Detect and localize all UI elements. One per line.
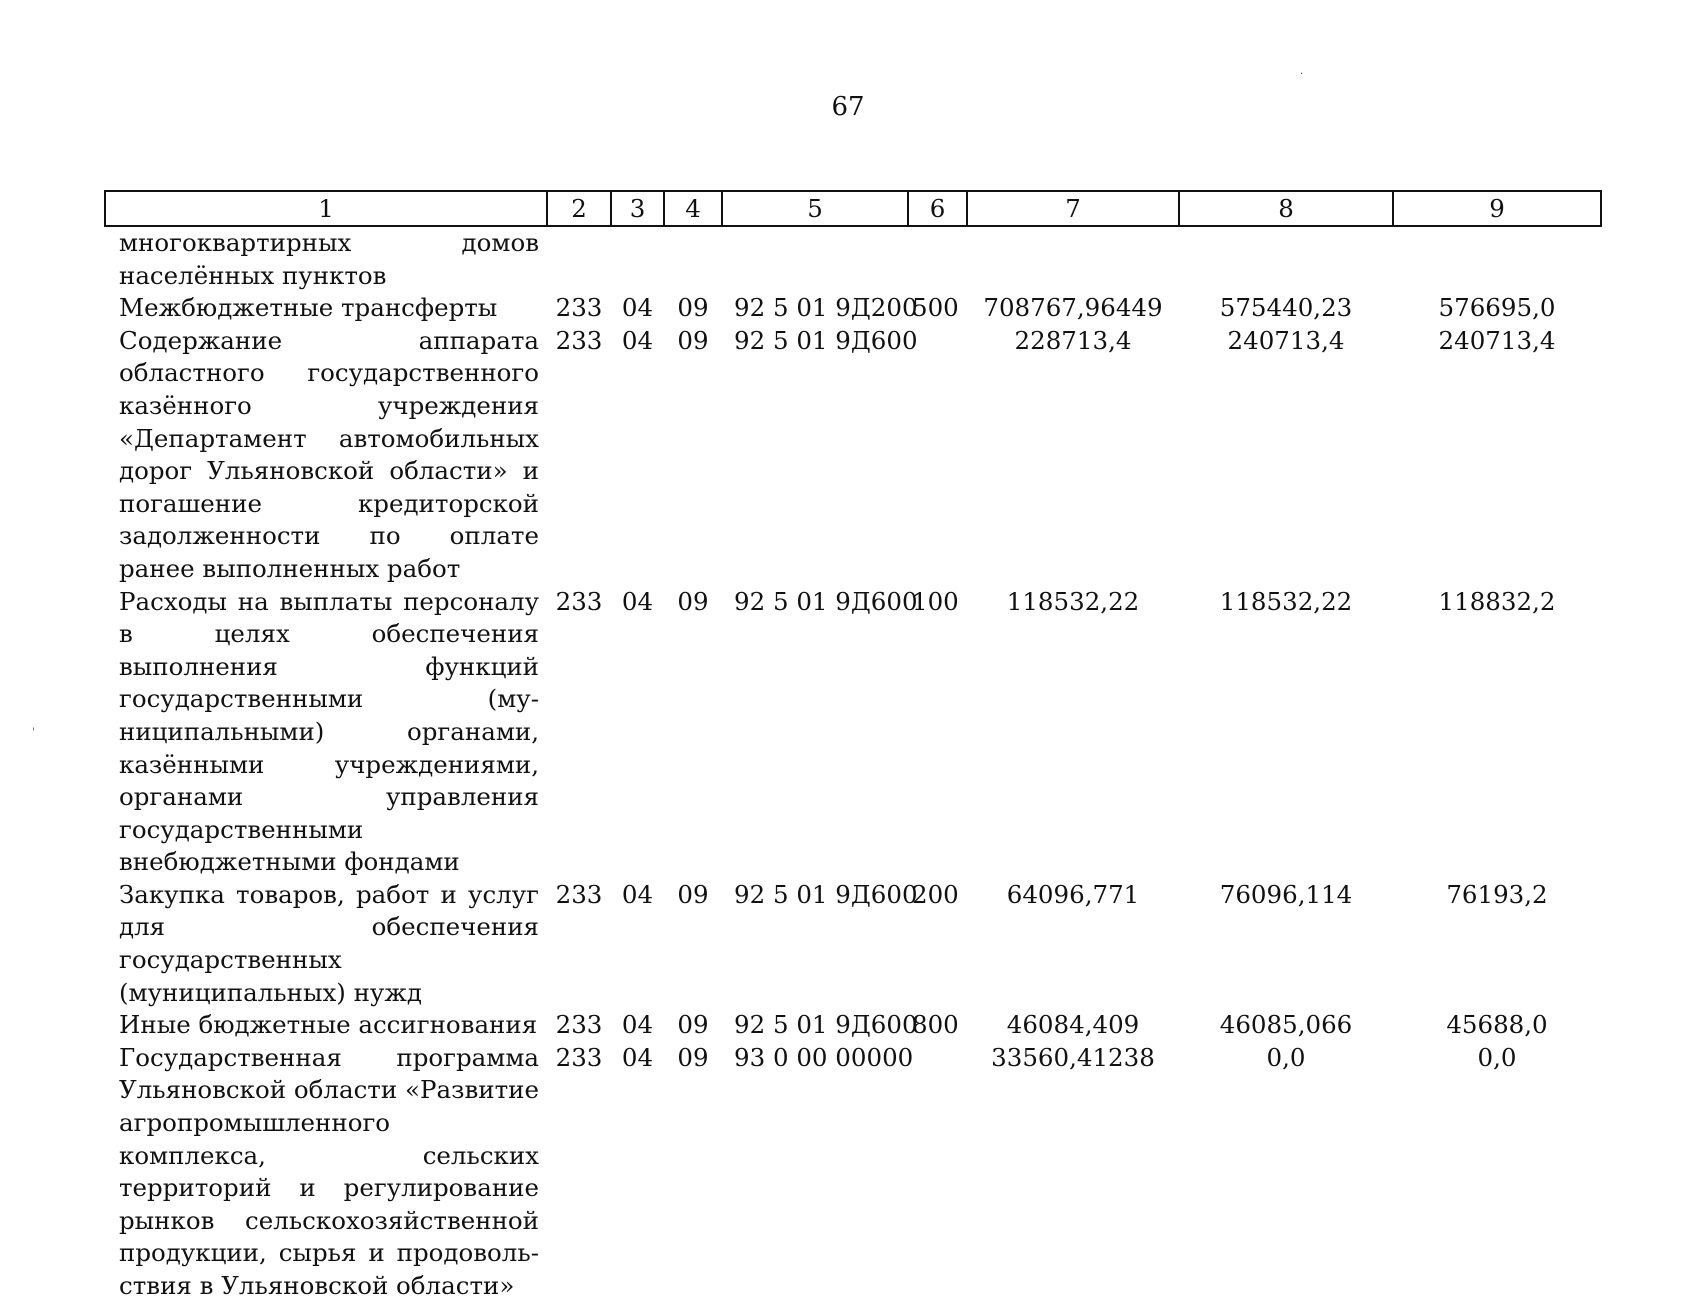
row-sum-2: 76096,114 (1219, 879, 1353, 909)
row-rz: 04 (621, 586, 654, 616)
column-header-2: 2 (547, 191, 611, 226)
row-gr: 233 (555, 293, 603, 323)
row-gr: 233 (555, 1042, 603, 1072)
row-rz (611, 226, 664, 292)
table-header (105, 191, 1601, 226)
row-gr: 233 (555, 325, 603, 355)
table-row (105, 292, 1601, 325)
row-sum-2: 0,0 (1266, 1042, 1306, 1072)
row-sum-2: 575440,23 (1219, 293, 1353, 323)
row-name: Иные бюджетные ассигнования (119, 1010, 538, 1040)
row-sum-3 (1393, 226, 1601, 292)
row-name: Расходы на выплаты персоналу в целях обеспечения выполнения функций государственными (муниципальными) органами, казёнными учреждениями, органами управления государственными внебюджетными фондами (119, 586, 539, 877)
row-sum-1: 46084,409 (1006, 1010, 1140, 1040)
row-sum-1: 64096,771 (1006, 879, 1140, 909)
row-sum-3: 576695,0 (1438, 293, 1556, 323)
row-gr: 233 (555, 586, 603, 616)
column-header-9: 9 (1393, 191, 1601, 226)
row-gr (547, 226, 611, 292)
row-vr (908, 325, 967, 586)
row-sum-1: 118532,22 (1006, 586, 1140, 616)
row-pr: 09 (677, 1042, 709, 1072)
row-rz: 04 (621, 1010, 654, 1040)
row-vr: 800 (912, 1010, 959, 1040)
scan-speck: ' (32, 727, 35, 738)
row-sum-2: 240713,4 (1227, 325, 1345, 355)
row-csr: 92 5 01 9Д600 (734, 1010, 918, 1040)
row-vr (908, 1042, 967, 1303)
column-header-3: 3 (611, 191, 664, 226)
table-row (105, 1009, 1601, 1042)
budget-table (104, 190, 1602, 1303)
row-sum-3: 118832,2 (1438, 586, 1556, 616)
table-row (105, 1042, 1601, 1303)
row-pr (664, 226, 722, 292)
column-header-1: 1 (105, 191, 547, 226)
row-csr: 92 5 01 9Д600 (734, 586, 918, 616)
row-sum-2 (1179, 226, 1393, 292)
row-name: многоквартирных домов населённых пунктов (119, 228, 539, 290)
row-rz: 04 (621, 293, 654, 323)
column-header-5: 5 (722, 191, 908, 226)
table-row (105, 325, 1601, 586)
row-csr (722, 226, 908, 292)
row-gr: 233 (555, 1010, 603, 1040)
row-pr: 09 (677, 586, 709, 616)
row-sum-2: 46085,066 (1219, 1010, 1353, 1040)
row-csr: 92 5 01 9Д600 (734, 879, 918, 909)
row-pr: 09 (677, 293, 709, 323)
header-row (105, 191, 1601, 226)
row-name: Закупка товаров, работ и услуг для обеспечения государственных (муниципальных) нужд (119, 879, 539, 1007)
column-header-6: 6 (908, 191, 967, 226)
row-name: Межбюджетные трансферты (119, 293, 498, 323)
row-sum-1: 228713,4 (1014, 325, 1132, 355)
row-vr (908, 226, 967, 292)
column-header-7: 7 (967, 191, 1179, 226)
row-sum-3: 0,0 (1477, 1042, 1517, 1072)
row-csr: 92 5 01 9Д600 (734, 325, 918, 355)
table-row (105, 879, 1601, 1009)
row-vr: 500 (912, 293, 959, 323)
row-pr: 09 (677, 1010, 709, 1040)
row-sum-1 (967, 226, 1179, 292)
row-csr: 92 5 01 9Д200 (734, 293, 918, 323)
row-vr: 100 (912, 586, 959, 616)
row-sum-3: 76193,2 (1446, 879, 1548, 909)
row-sum-2: 118532,22 (1219, 586, 1353, 616)
row-sum-1: 33560,41238 (991, 1042, 1155, 1072)
table-body (105, 226, 1601, 1303)
row-name: Государственная программа Ульяновской области «Развитие агропромышленного комплекса, сельских территорий и регулирование рынков сельскохозяйственной продукции, сырья и продовольствия в Ульяновской области» (119, 1042, 539, 1300)
table-row (105, 586, 1601, 879)
row-name: Содержание аппарата областного государственного казённого учреждения «Департамент автомобильных дорог Ульяновской области» и погашение кредиторской задолженности по оплате ранее выполненных работ (119, 325, 539, 583)
row-vr: 200 (912, 879, 959, 909)
row-sum-3: 240713,4 (1438, 325, 1556, 355)
table-row (105, 226, 1601, 292)
page-number: 67 (831, 92, 865, 122)
row-pr: 09 (677, 325, 709, 355)
column-header-4: 4 (664, 191, 722, 226)
row-csr: 93 0 00 00000 (734, 1042, 914, 1072)
row-rz: 04 (621, 879, 654, 909)
column-header-8: 8 (1179, 191, 1393, 226)
scan-speck: · (1300, 69, 1304, 80)
row-rz: 04 (621, 1042, 654, 1072)
row-pr: 09 (677, 879, 709, 909)
row-sum-3: 45688,0 (1446, 1010, 1548, 1040)
row-rz: 04 (621, 325, 654, 355)
row-sum-1: 708767,96449 (983, 293, 1163, 323)
row-gr: 233 (555, 879, 603, 909)
